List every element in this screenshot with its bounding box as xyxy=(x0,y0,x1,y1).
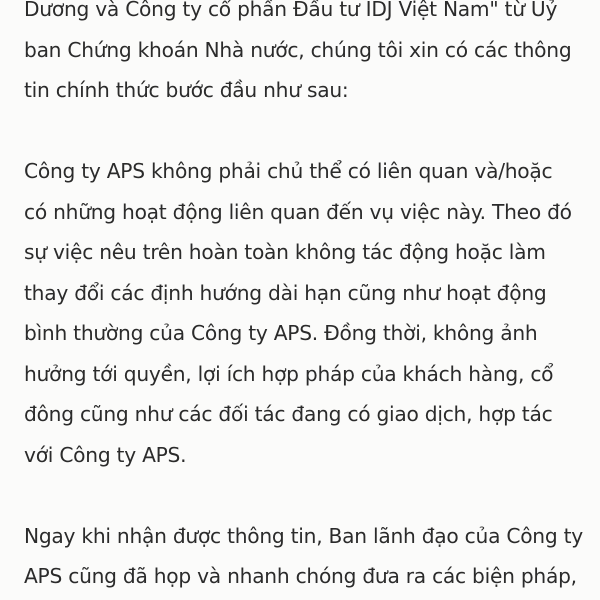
text-line: có những hoạt động liên quan đến vụ việc này. Theo đó xyxy=(24,199,572,224)
text-line: thay đổi các định hướng dài hạn cũng như hoạt động xyxy=(24,280,547,305)
text-line: với Công ty APS. xyxy=(24,442,187,467)
text-line: Dương và Công ty cổ phần Đầu tư IDJ Việt Nam" từ Uỷ xyxy=(24,0,558,21)
text-line: hưởng tới quyền, lợi ích hợp pháp của khách hàng, cổ xyxy=(24,361,554,386)
text-line: sự việc nêu trên hoàn toàn không tác động hoặc làm xyxy=(24,240,546,264)
paragraph-gap xyxy=(24,111,596,152)
article-body xyxy=(24,0,596,597)
text-line: bình thường của Công ty APS. Đồng thời, không ảnh xyxy=(24,321,538,345)
text-line: đông cũng như các đối tác đang có giao dịch, hợp tác xyxy=(24,402,553,426)
paragraph-response xyxy=(24,516,596,597)
paragraph-statement xyxy=(24,151,596,475)
text-line: tin chính thức bước đầu như sau: xyxy=(24,78,349,102)
paragraph-gap xyxy=(24,475,596,516)
text-line: Công ty APS không phải chủ thể có liên quan và/hoặc xyxy=(24,159,553,183)
paragraph-intro xyxy=(24,0,596,111)
text-line: ban Chứng khoán Nhà nước, chúng tôi xin có các thông xyxy=(24,37,572,62)
text-line: APS cũng đã họp và nhanh chóng đưa ra các biện pháp, xyxy=(24,564,577,588)
text-line: Ngay khi nhận được thông tin, Ban lãnh đạo của Công ty xyxy=(24,523,583,548)
